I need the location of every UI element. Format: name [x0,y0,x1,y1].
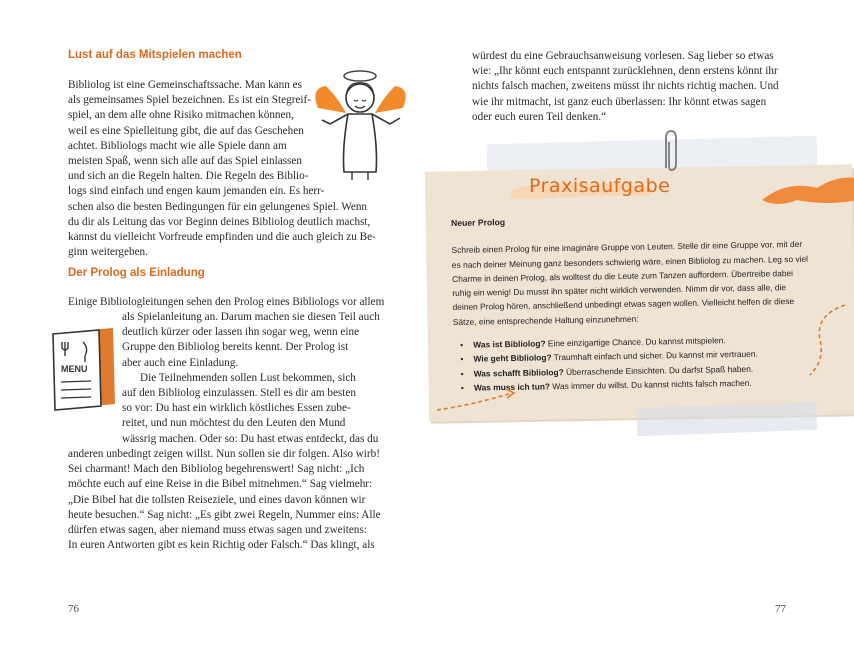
paragraph-prolog-indented [122,310,384,447]
paragraph-prolog-intro [68,295,384,310]
paragraph-prolog-line: heute besuchen.“ Sag nicht: „Es gibt zwei Regeln, Nummer eins: Alle [68,508,381,521]
paragraph-prolog-line: dürfen etwas sagen, aber niemand muss etwas sagen und zweitens: [68,524,367,537]
bullet-question: Wie geht Bibliolog? [473,352,552,365]
paragraph-prolog-line: Einige Bibliologleitungen sehen den Prolog eines Bibliologs vor allem [68,296,385,308]
practice-box-title: Praxisaufgabe [529,175,671,197]
paragraph-prolog-line: aber auch eine Einladung. [122,356,239,369]
paragraph-mitspielen-line: schen also die besten Bedingungen für ein gelungenes Spiel. Wenn [68,200,368,213]
practice-box-text-line: es nach deiner Meinung ganz besonders schwierig wäre, einen Bibliolog zu machen. Leg so viel [451,253,809,270]
menu-label: MENU [61,364,88,374]
right-page [427,0,854,648]
paragraph-continued-line: wie ihr mitmacht, ist ganz euch überlassen: Ihr könnt etwas sagen [472,95,767,108]
section-heading-prolog: Der Prolog als Einladung [68,267,205,279]
practice-box-text [451,237,837,329]
section-heading-mitspielen: Lust auf das Mitspielen machen [68,49,242,61]
paragraph-prolog-rest [68,447,381,553]
paragraph-mitspielen-line: ginn weitergeben. [68,246,148,259]
practice-box-content [451,209,839,395]
bullet-answer: Was immer du willst. Du kannst nichts falsch machen. [549,377,752,392]
bullet-answer: Eine einzigartige Chance. Du kannst mitspielen. [545,335,726,349]
paragraph-mitspielen-line: weil es eine Spielleitung gibt, die auf das Geschehen [68,124,304,137]
paragraph-prolog-line: deutlich kürzer oder lassen ihn sogar weg, wenn eine [122,326,360,339]
bullet-question: Was muss ich tun? [473,381,551,393]
paragraph-mitspielen-line: und sich an die Regeln halten. Die Regeln des Biblio- [68,170,309,183]
dashed-loop-right [805,300,850,380]
paragraph-prolog-line: anderen unbedingt zeigen willst. Nun sollen sie dir folgen. Also wirb! [68,448,380,460]
practice-box-text-line: deinen Prolog hören, anschließend unbedingt etwas sagen wollen. Vielleicht helfen dir diese [452,296,795,313]
bullet-question: Was schafft Bibliolog? [473,366,564,379]
dashed-arrow-left [432,385,522,415]
paragraph-mitspielen-line: spiel, an dem alle ohne Risiko mitmachen können, [68,109,294,122]
orange-paint-splash [757,170,854,210]
paragraph-prolog-line: als Spielanleitung an. Darum machen sie diesen Teil auch [122,311,380,323]
paragraph-mitspielen-line: Bibliolog ist eine Gemeinschaftssache. Man kann es [68,79,302,91]
practice-box-text-line: Charme in deinen Prolog, als wolltest du die Leute zum Tanzen auffordern. Übertreibe dabei [452,267,794,284]
paragraph-continued-line: nichts falsch machen, zweitens müsst ihr nichts richtig machen. Und [472,80,779,93]
paragraph-mitspielen-line: du dir als Leitung das vor Beginn deines Bibliolog deutlich machst, [68,215,371,228]
paragraph-mitspielen-line: als gemeinsames Spiel bezeichnen. Es ist ein Stegreif- [68,94,311,107]
practice-box-text-line: ruhig ein wenig! Du musst ihn später nicht wirklich verwenden. Nimm dir vor, dass alle, die [452,282,787,299]
paragraph-continued [472,49,779,125]
paragraph-mitspielen-line: meisten Spaß, wenn sich alle auf das Spiel einlassen [68,155,302,168]
tape-strip-bottom [637,402,818,436]
menu-card-illustration [47,326,117,411]
paragraph-prolog-line: Die Teilnehmenden sollen Lust bekommen, sich [140,371,356,384]
paperclip-icon [660,128,682,176]
paragraph-prolog-line: Gruppe den Bibliolog bereits kennt. Der Prolog ist [122,341,349,354]
practice-box-text-line: Sätze, eine entsprechende Haltung einzunehmen: [452,313,639,327]
paragraph-continued-line: wie: „Ihr könnt euch entspannt zurücklehnen, denn erstens könnt ihr [472,65,778,78]
practice-box-subtitle: Neuer Prolog [451,217,506,228]
bullet-answer: Überraschende Einsichten. Du darfst Spaß haben. [563,363,754,377]
practice-box-text-line: Schreib einen Prolog für eine imaginäre Gruppe von Leuten. Stelle dir eine Gruppe vor, mit der [451,239,803,256]
paragraph-continued-line: oder euch euren Teil denken.“ [472,110,607,123]
paragraph-prolog-line: reitet, und nun möchtest du den Leuten den Mund [122,417,346,430]
paragraph-prolog-line: möchte euch auf eine Reise in die Bibel mitnehmen.“ Sag vielmehr: [68,478,373,491]
paragraph-continued-line: würdest du eine Gebrauchsanweisung vorlesen. Sag lieber so etwas [472,50,774,62]
paragraph-prolog-line: auf den Bibliolog einzulassen. Stell es dir am besten [122,387,356,400]
paragraph-mitspielen-line: logs sind einfach und engen kaum jemanden ein. Es herr- [68,185,325,198]
page-number-right: 77 [775,603,786,615]
paragraph-prolog-line: In euren Antworten gibt es kein Richtig oder Falsch.“ Das klingt, als [68,539,375,552]
angel-illustration [308,68,413,183]
bullet-answer: Traumhaft einfach und sicher. Du kannst mir vertrauen. [551,349,758,363]
paragraph-mitspielen-line: kannst du vielleicht Vorfreude empfinden und die auch gleich zu Be- [68,231,376,244]
bullet-question: Was ist Bibliolog? [473,338,546,350]
page-number-left: 76 [68,603,79,615]
paragraph-prolog-line: so vor: Du hast ein wirklich köstliches Essen zube- [122,402,351,415]
paragraph-prolog-line: „Die Bibel hat die tollsten Reiseziele, und eines davon können wir [68,493,366,506]
paragraph-prolog-line: wässrig machen. Oder so: Du hast etwas entdeckt, das du [122,432,379,445]
paragraph-prolog-line: Sei charmant! Mach den Bibliolog begehrenswert! Sag nicht: „Ich [68,463,365,476]
paragraph-mitspielen-line: achtet. Bibliologs macht wie alle Spiele dann am [68,139,287,152]
